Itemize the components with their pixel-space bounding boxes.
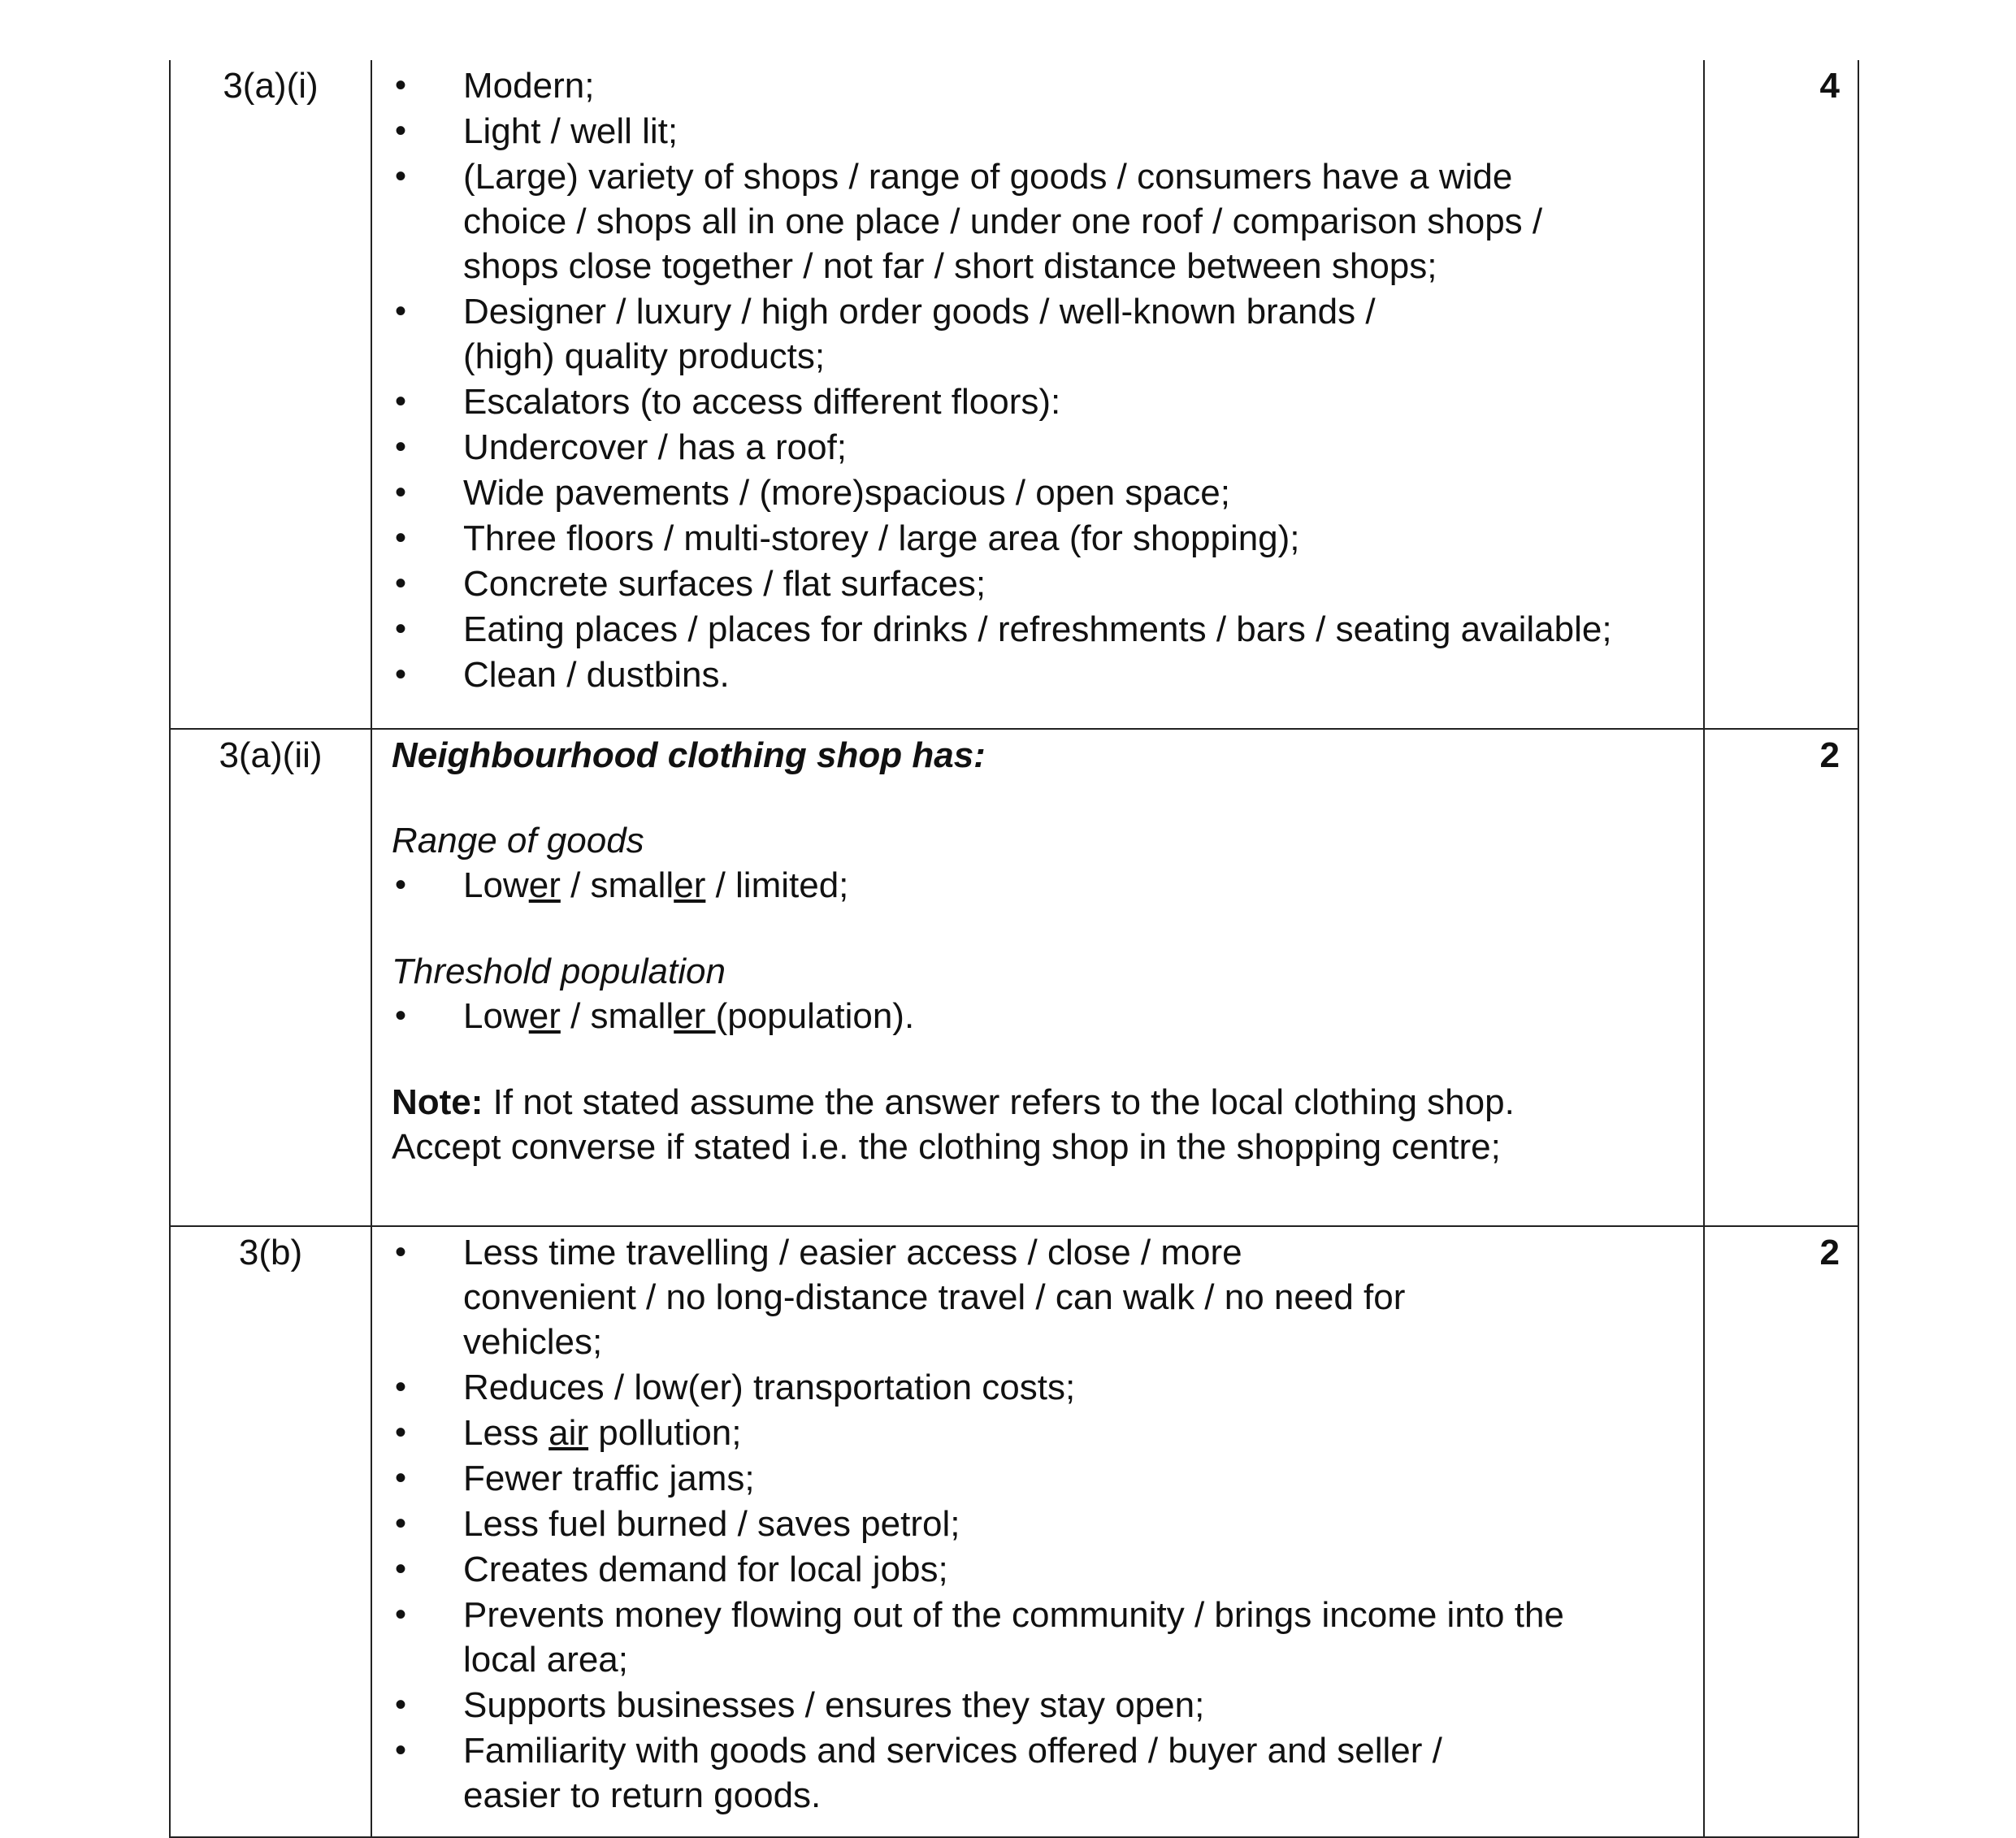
range-of-goods-label: Range of goods [392, 821, 644, 860]
threshold-list [392, 994, 1654, 1038]
note-text-2: Accept converse if stated i.e. the clothing shop in the shopping centre; [392, 1127, 1501, 1167]
list-item: • Reduces / low(er) transportation costs; [392, 1365, 1654, 1410]
note [392, 1080, 1654, 1169]
marks-value: 2 [1704, 729, 1858, 1226]
list-item: • Familiarity with goods and services offered / buyer and seller / easier to return goods. [392, 1728, 1654, 1818]
answer-list [392, 1230, 1654, 1818]
list-item: • Less time travelling / easier access / close / more convenient / no long-distance travel / can walk / no need for vehicles; [392, 1230, 1654, 1364]
list-item: • Supports businesses / ensures they stay open; [392, 1683, 1654, 1727]
list-item: • Designer / luxury / high order goods / well-known brands / (high) quality products; [392, 289, 1654, 379]
answer-list [392, 63, 1654, 697]
question-number: 3(a)(i) [170, 60, 371, 729]
list-item: • Less air pollution; [392, 1411, 1654, 1455]
list-item: • Lower / smaller (population). [392, 994, 1654, 1038]
range-list [392, 863, 1654, 908]
table-row [170, 729, 1858, 1226]
answer-cell [371, 729, 1704, 1226]
list-item: • Escalators (to access different floors): [392, 379, 1654, 424]
table-row [170, 60, 1858, 729]
list-item: • Clean / dustbins. [392, 652, 1654, 697]
list-item: • Less fuel burned / saves petrol; [392, 1502, 1654, 1546]
list-item: • Creates demand for local jobs; [392, 1547, 1654, 1592]
list-item: • Modern; [392, 63, 1654, 108]
answer-cell [371, 1226, 1704, 1837]
threshold-population-label: Threshold population [392, 952, 726, 991]
mark-scheme-table [169, 60, 1859, 1838]
question-number: 3(a)(ii) [170, 729, 371, 1226]
list-item: • Lower / smaller / limited; [392, 863, 1654, 908]
marks-value: 4 [1704, 60, 1858, 729]
note-text: If not stated assume the answer refers to the local clothing shop. [483, 1082, 1515, 1122]
list-item: • (Large) variety of shops / range of goods / consumers have a wide choice / shops all in one place / under one roof / comparison shops / shops close together / not far / short distance between shops; [392, 154, 1654, 288]
answer-heading: Neighbourhood clothing shop has: [392, 735, 986, 775]
marks-value: 2 [1704, 1226, 1858, 1837]
list-item: • Undercover / has a roof; [392, 425, 1654, 470]
table-row [170, 1226, 1858, 1837]
list-item: • Wide pavements / (more)spacious / open space; [392, 470, 1654, 515]
answer-cell [371, 60, 1704, 729]
list-item: • Three floors / multi-storey / large area (for shopping); [392, 516, 1654, 561]
list-item: • Prevents money flowing out of the community / brings income into the local area; [392, 1593, 1654, 1682]
list-item: • Fewer traffic jams; [392, 1456, 1654, 1501]
question-number: 3(b) [170, 1226, 371, 1837]
list-item: • Concrete surfaces / flat surfaces; [392, 561, 1654, 606]
note-label: Note: [392, 1082, 483, 1122]
list-item: • Light / well lit; [392, 109, 1654, 154]
list-item: • Eating places / places for drinks / refreshments / bars / seating available; [392, 607, 1687, 652]
